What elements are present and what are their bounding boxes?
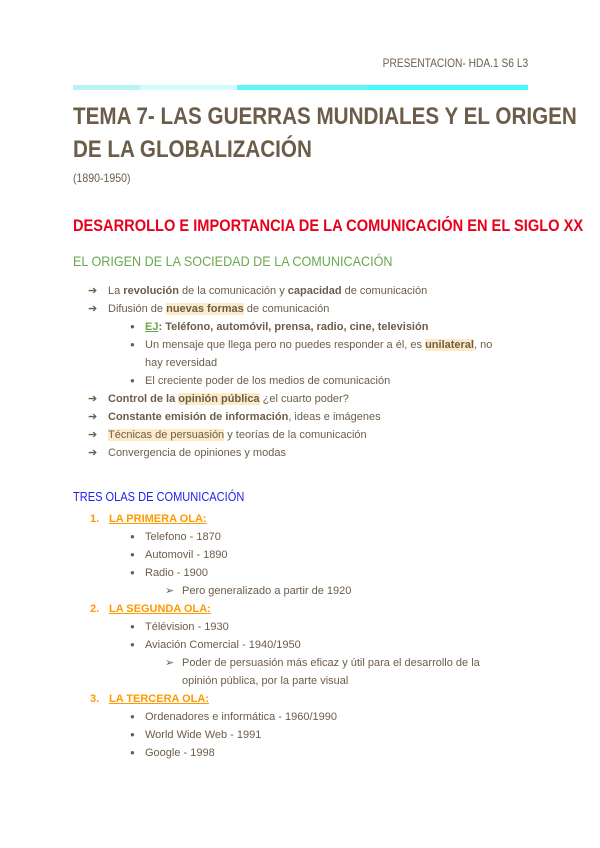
- text-run: Un mensaje que llega pero no puedes responder a él, es: [145, 339, 426, 351]
- list-item: [0, 426, 600, 444]
- text-run: Constante emisión de información: [108, 411, 289, 423]
- dot-bullet-icon: ●: [130, 640, 135, 649]
- highlighted-text: Técnicas de persuasión: [108, 429, 225, 441]
- list-item: [0, 510, 600, 528]
- communication-list: [0, 282, 600, 462]
- text-run: capacidad: [287, 285, 342, 297]
- dot-bullet-icon: ●: [130, 550, 135, 559]
- list-item: [0, 336, 600, 372]
- text-run: Aviación Comercial - 1940/1950: [145, 639, 301, 651]
- highlighted-text: unilateral: [425, 339, 474, 351]
- list-item-text: [182, 654, 500, 690]
- list-item: [0, 390, 600, 408]
- dot-bullet-icon: ●: [130, 712, 135, 721]
- dot-bullet-icon: ●: [130, 568, 135, 577]
- text-run: , ideas e imágenes: [288, 411, 381, 423]
- text-run: Télévision - 1930: [145, 621, 229, 633]
- list-item-text: [145, 528, 500, 546]
- header-bar-segment: [367, 85, 528, 90]
- list-number: 3.: [90, 693, 100, 705]
- list-item-text: [108, 300, 500, 318]
- dot-bullet-icon: ●: [130, 748, 135, 757]
- text-run: EJ: [145, 321, 159, 333]
- triangle-bullet-icon: ➢: [165, 585, 175, 597]
- list-item: [0, 300, 600, 318]
- text-run: Automovil - 1890: [145, 549, 228, 561]
- title-dates: (1890-1950): [73, 171, 131, 185]
- list-item-text: [108, 444, 500, 462]
- list-item-text: [145, 372, 500, 390]
- text-run: Telefono - 1870: [145, 531, 221, 543]
- text-run: Control de la: [108, 393, 179, 405]
- arrow-bullet-icon: ➔: [88, 429, 98, 441]
- list-item: [0, 318, 600, 336]
- title-line-1: TEMA 7- LAS GUERRAS MUNDIALES Y EL ORIGEN: [73, 103, 577, 130]
- text-run: : Teléfono, automóvil, prensa, radio, cine, televisión: [158, 321, 429, 333]
- dot-bullet-icon: ●: [130, 322, 135, 331]
- title-line-2: DE LA GLOBALIZACIÓN: [73, 136, 312, 163]
- arrow-bullet-icon: ➔: [88, 393, 98, 405]
- list-item-text: [108, 426, 500, 444]
- dot-bullet-icon: ●: [130, 376, 135, 385]
- wave-title: LA TERCERA OLA:: [109, 693, 210, 705]
- arrow-bullet-icon: ➔: [88, 411, 98, 423]
- list-item: [0, 600, 600, 618]
- list-item: [0, 444, 600, 462]
- highlighted-text: nuevas formas: [166, 303, 244, 315]
- text-run: revolución: [123, 285, 179, 297]
- list-item-text: [145, 726, 500, 744]
- list-item: [0, 726, 600, 744]
- list-item: [0, 690, 600, 708]
- text-run: World Wide Web - 1991: [145, 729, 262, 741]
- text-run: ¿el cuarto poder?: [259, 393, 349, 405]
- list-item: [0, 408, 600, 426]
- list-item-text: [182, 582, 500, 600]
- list-item: [0, 546, 600, 564]
- list-item-text: [145, 708, 500, 726]
- list-item-text: [109, 690, 500, 708]
- list-item-text: [145, 564, 500, 582]
- wave-title: LA SEGUNDA OLA:: [109, 603, 211, 615]
- header-bar-segment: [73, 85, 140, 90]
- list-item-text: [145, 636, 500, 654]
- header-bar-segment: [237, 85, 367, 90]
- text-run: Poder de persuasión más eficaz y útil para el desarrollo de la opinión pública, por la parte visual: [182, 657, 480, 687]
- text-run: Ordenadores e informática - 1960/1990: [145, 711, 338, 723]
- document-header-code: PRESENTACION- HDA.1 S6 L3: [382, 56, 528, 70]
- waves-heading: TRES OLAS DE COMUNICACIÓN: [73, 489, 245, 504]
- list-item: [0, 282, 600, 300]
- list-item-text: [145, 546, 500, 564]
- list-number: 1.: [90, 513, 100, 525]
- arrow-bullet-icon: ➔: [88, 303, 98, 315]
- waves-list: [0, 510, 600, 762]
- arrow-bullet-icon: ➔: [88, 285, 98, 297]
- wave-title: LA PRIMERA OLA:: [109, 513, 207, 525]
- dot-bullet-icon: ●: [130, 622, 135, 631]
- text-run: Google - 1998: [145, 747, 215, 759]
- dot-bullet-icon: ●: [130, 730, 135, 739]
- text-run: y teorías de la comunicación: [224, 429, 367, 441]
- list-item: [0, 528, 600, 546]
- list-item-text: [109, 600, 500, 618]
- text-run: de comunicación: [243, 303, 330, 315]
- list-item: [0, 654, 600, 690]
- text-run: El creciente poder de los medios de comunicación: [145, 375, 391, 387]
- list-item-text: [145, 744, 500, 762]
- text-run: Pero generalizado a partir de 1920: [182, 585, 352, 597]
- section-heading: DESARROLLO E IMPORTANCIA DE LA COMUNICACIÓN EN EL SIGLO XX: [73, 216, 584, 235]
- list-item: [0, 372, 600, 390]
- list-item-text: [145, 318, 500, 336]
- list-item-text: [145, 618, 500, 636]
- text-run: de comunicación: [341, 285, 428, 297]
- text-run: Convergencia de opiniones y modas: [108, 447, 286, 459]
- triangle-bullet-icon: ➢: [165, 657, 175, 669]
- list-item: [0, 582, 600, 600]
- dot-bullet-icon: ●: [130, 340, 135, 349]
- text-run: , no hay reversidad: [145, 339, 493, 369]
- list-item-text: [108, 390, 500, 408]
- dot-bullet-icon: ●: [130, 532, 135, 541]
- highlighted-text: opinión pública: [178, 393, 260, 405]
- list-item-text: [145, 336, 500, 372]
- list-item: [0, 636, 600, 654]
- text-run: Radio - 1900: [145, 567, 208, 579]
- list-item: [0, 564, 600, 582]
- text-run: La: [108, 285, 124, 297]
- list-item-text: [109, 510, 500, 528]
- text-run: de la comunicación y: [178, 285, 288, 297]
- list-item-text: [108, 282, 500, 300]
- text-run: Difusión de: [108, 303, 167, 315]
- list-item-text: [108, 408, 500, 426]
- arrow-bullet-icon: ➔: [88, 447, 98, 459]
- subsection-heading: EL ORIGEN DE LA SOCIEDAD DE LA COMUNICACIÓN: [73, 253, 393, 269]
- list-item: [0, 708, 600, 726]
- list-item: [0, 618, 600, 636]
- list-number: 2.: [90, 603, 100, 615]
- header-bar-segment: [140, 85, 237, 90]
- document-title: [73, 100, 577, 166]
- list-item: [0, 744, 600, 762]
